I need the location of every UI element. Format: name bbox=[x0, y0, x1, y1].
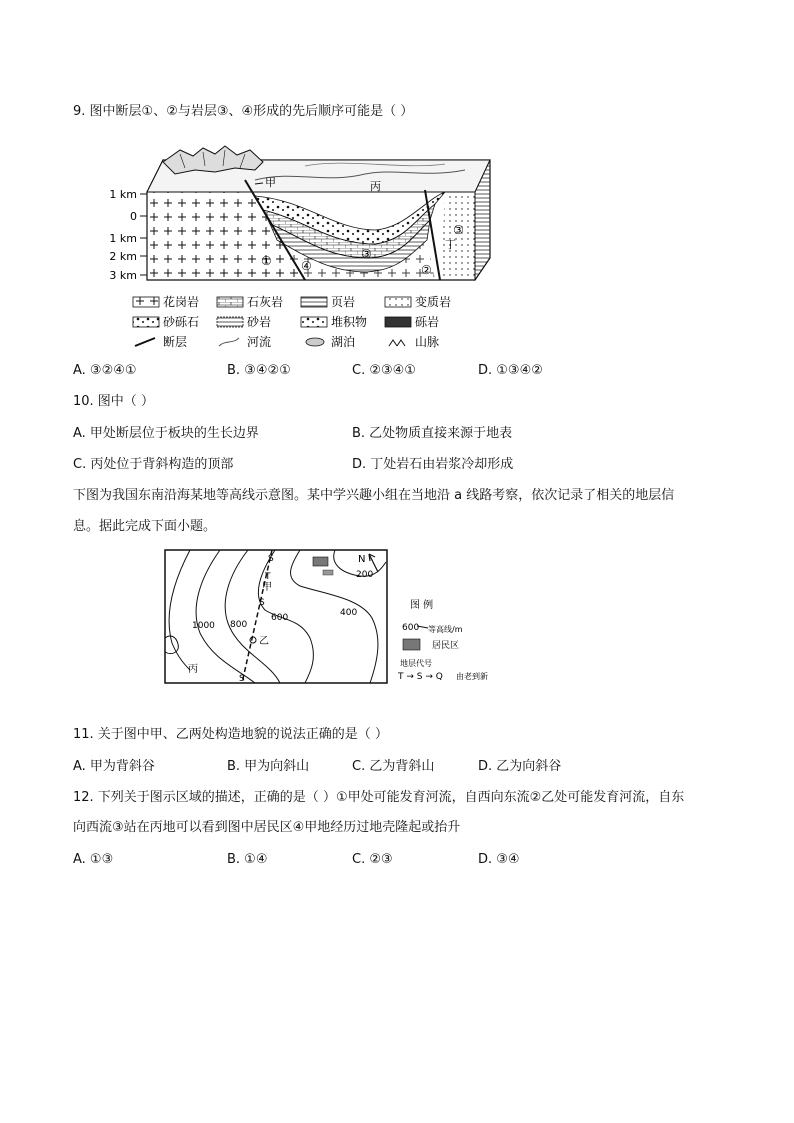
legend-lake: 湖泊 bbox=[331, 335, 356, 349]
marker-2: ② bbox=[421, 263, 432, 277]
legend-sandstone: 砂岩 bbox=[247, 315, 272, 329]
q9-stem: 9. 图中断层①、②与岩层③、④形成的先后顺序可能是（ ） bbox=[73, 104, 414, 119]
legend-contour-value: 600 bbox=[402, 623, 420, 633]
q9-option-b[interactable]: B. ③④②① bbox=[227, 363, 291, 378]
depth-label: 3 km bbox=[109, 269, 137, 282]
legend-conglomerate: 砾岩 bbox=[415, 315, 440, 329]
depth-label: 1 km bbox=[109, 232, 137, 245]
legend-mountain: 山脉 bbox=[415, 335, 440, 349]
legend-gravel: 砂砾石 bbox=[163, 315, 200, 329]
contour-label-800: 800 bbox=[230, 620, 248, 630]
depth-axis bbox=[109, 188, 147, 282]
contour-label-600: 600 bbox=[271, 613, 289, 623]
label-bing: 丙 bbox=[370, 180, 381, 193]
depth-label: 0 bbox=[130, 210, 137, 223]
legend-deposit: 堆积物 bbox=[331, 315, 368, 329]
legend-sequence-note: 由老到新 bbox=[456, 672, 488, 681]
q10-option-c[interactable]: C. 丙处位于背斜构造的顶部 bbox=[73, 457, 234, 472]
contour-map bbox=[160, 548, 500, 688]
q12-option-b[interactable]: B. ①④ bbox=[227, 852, 268, 867]
place-yi: 乙 bbox=[259, 636, 269, 647]
q12-stem-line-1: 12. 下列关于图示区域的描述，正确的是（ ）①甲处可能发育河流，自西向东流②乙处可能发育河流，自东 bbox=[73, 790, 685, 805]
geology-block-diagram bbox=[105, 140, 505, 368]
legend-title: 图 例 bbox=[410, 600, 434, 611]
legend-layer-code: 地层代号 bbox=[400, 659, 432, 668]
q10-option-d[interactable]: D. 丁处岩石由岩浆冷却形成 bbox=[352, 457, 514, 472]
legend-river: 河流 bbox=[247, 335, 272, 349]
legend-sequence: T → S → Q bbox=[398, 672, 443, 682]
q10-option-b[interactable]: B. 乙处物质直接来源于地表 bbox=[352, 426, 513, 441]
q12-stem-line-2: 向西流③站在丙地可以看到图中居民区④甲地经历过地壳隆起或抬升 bbox=[73, 820, 461, 835]
place-bing: 丙 bbox=[188, 664, 198, 675]
q10-option-a[interactable]: A. 甲处断层位于板块的生长边界 bbox=[73, 426, 259, 441]
layer-code-s: S bbox=[259, 598, 265, 608]
marker-1: ① bbox=[261, 254, 272, 268]
place-jia: 甲 bbox=[262, 582, 272, 593]
q12-option-d[interactable]: D. ③④ bbox=[478, 852, 520, 867]
q11-stem: 11. 关于图中甲、乙两处构造地貌的说法正确的是（ ） bbox=[73, 727, 388, 742]
intro-line-2: 息。据此完成下面小题。 bbox=[73, 519, 217, 534]
q11-option-c[interactable]: C. 乙为背斜山 bbox=[352, 759, 435, 774]
legend bbox=[133, 294, 451, 349]
q12-option-a[interactable]: A. ①③ bbox=[73, 852, 114, 867]
q9-option-c[interactable]: C. ②③④① bbox=[352, 363, 416, 378]
layer-code-s: S bbox=[268, 554, 274, 564]
legend-limestone: 石灰岩 bbox=[247, 295, 284, 309]
map-legend bbox=[397, 598, 488, 682]
contour-label-1000: 1000 bbox=[192, 621, 215, 631]
layer-code-s: S bbox=[239, 674, 245, 684]
legend-settlement: 居民区 bbox=[432, 641, 460, 651]
q11-option-a[interactable]: A. 甲为背斜谷 bbox=[73, 759, 155, 774]
depth-label: 2 km bbox=[109, 250, 137, 263]
legend-metamorphic: 变质岩 bbox=[415, 295, 452, 309]
q11-option-d[interactable]: D. 乙为向斜谷 bbox=[478, 759, 562, 774]
marker-3: ③ bbox=[361, 247, 372, 261]
contour-label-200: 200 bbox=[356, 570, 374, 580]
marker-3-right: ③ bbox=[453, 223, 464, 237]
intro-line-1: 下图为我国东南沿海某地等高线示意图。某中学兴趣小组在当地沿 a 线路考察，依次记录了相关的地层信 bbox=[73, 488, 675, 503]
label-ding: 丁 bbox=[445, 238, 456, 251]
q10-stem: 10. 图中（ ） bbox=[73, 394, 154, 409]
legend-granite: 花岗岩 bbox=[163, 295, 200, 309]
depth-label: 1 km bbox=[109, 188, 137, 201]
north-label: N bbox=[358, 554, 366, 565]
q11-option-b[interactable]: B. 甲为向斜山 bbox=[227, 759, 310, 774]
q9-option-a[interactable]: A. ③②④① bbox=[73, 363, 137, 378]
legend-contour-label: 等高线/m bbox=[428, 625, 463, 634]
q9-option-d[interactable]: D. ①③④② bbox=[478, 363, 543, 378]
layer-code-t: T bbox=[265, 572, 271, 582]
marker-4: ④ bbox=[301, 259, 312, 273]
legend-fault: 断层 bbox=[163, 335, 188, 349]
label-jia: 甲 bbox=[265, 176, 276, 189]
contour-label-400: 400 bbox=[340, 608, 358, 618]
legend-shale: 页岩 bbox=[331, 295, 356, 309]
q12-option-c[interactable]: C. ②③ bbox=[352, 852, 393, 867]
